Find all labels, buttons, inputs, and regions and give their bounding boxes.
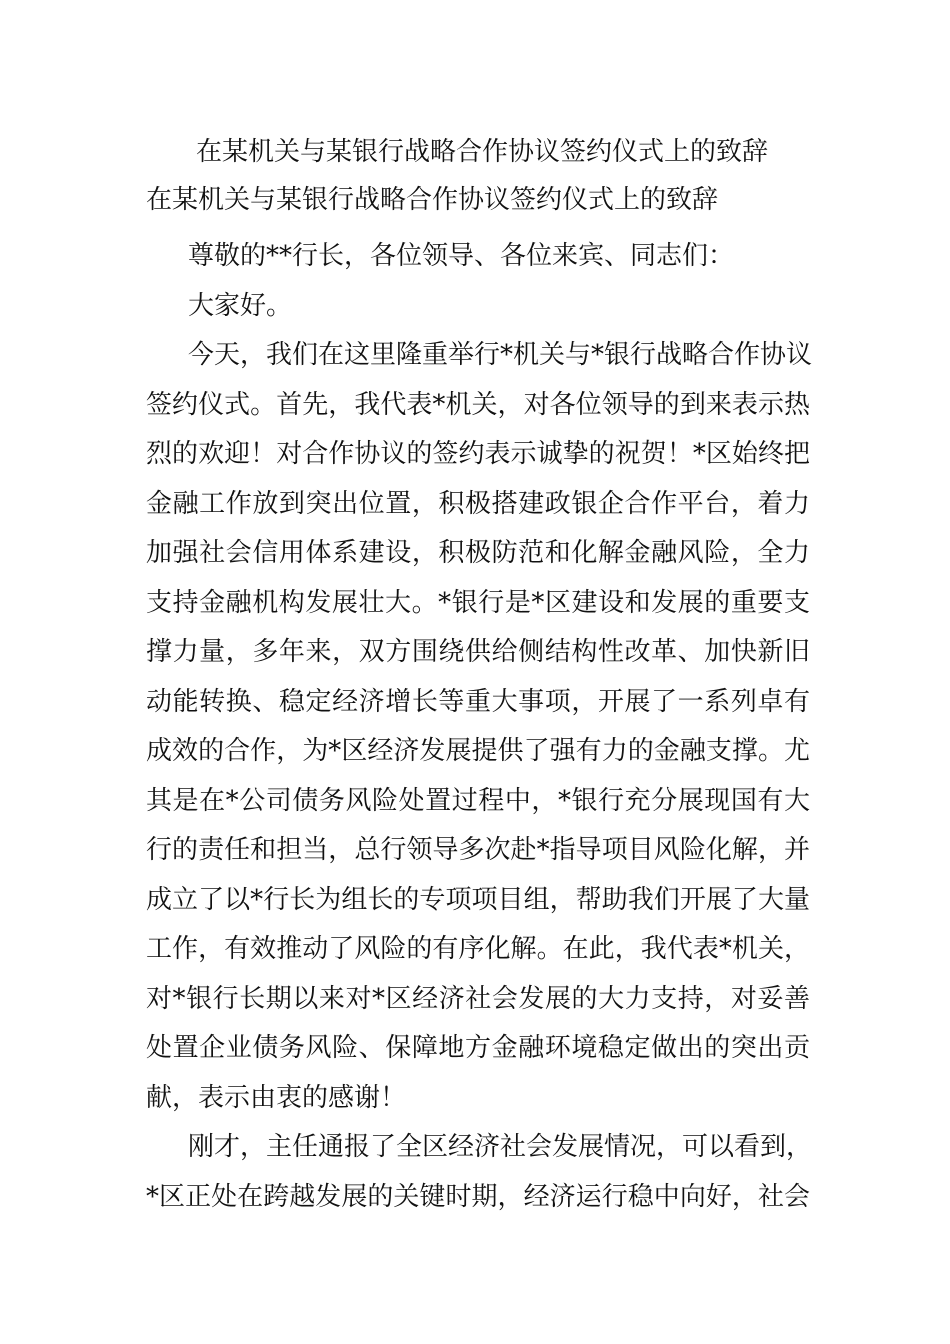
paragraph-line: 金融工作放到突出位置，积极搭建政银企合作平台，着力	[146, 488, 810, 519]
paragraph-line: 支持金融机构发展壮大。*银行是*区建设和发展的重要支	[146, 587, 810, 618]
paragraph-line: 签约仪式。首先，我代表*机关，对各位领导的到来表示热	[146, 389, 810, 420]
document-body	[146, 232, 813, 1222]
paragraph-2	[146, 1123, 813, 1222]
paragraph-line: 加强社会信用体系建设，积极防范和化解金融风险，全力	[146, 538, 810, 568]
document-subtitle: 在某机关与某银行战略合作协议签约仪式上的致辞	[146, 185, 719, 215]
salutation-line: 尊敬的**行长，各位领导、各位来宾、同志们：	[188, 241, 735, 271]
paragraph-line: 刚才，主任通报了全区经济社会发展情况，可以看到，	[188, 1132, 813, 1162]
paragraph-1	[146, 331, 813, 1123]
paragraph-line: 对*银行长期以来对*区经济社会发展的大力支持，对妥善	[146, 983, 810, 1014]
greeting	[146, 282, 810, 332]
paragraph-line: *区正处在跨越发展的关键时期，经济运行稳中向好，社会	[146, 1181, 810, 1212]
paragraph-line: 献，表示由衷的感谢！	[146, 1082, 407, 1113]
paragraph-line: 行的责任和担当，总行领导多次赴*指导项目风险化解，并	[146, 835, 810, 865]
paragraph-line: 撑力量，多年来，双方围绕供给侧结构性改革、加快新旧	[146, 637, 810, 667]
paragraph-line: 成立了以*行长为组长的专项项目组，帮助我们开展了大量	[146, 884, 810, 915]
paragraph-line: 动能转换、稳定经济增长等重大事项，开展了一系列卓有	[146, 686, 810, 717]
paragraph-line: 成效的合作，为*区经济发展提供了强有力的金融支撑。尤	[146, 736, 810, 766]
paragraph-line: 工作，有效推动了风险的有序化解。在此，我代表*机关，	[146, 934, 810, 964]
paragraph-line: 今天，我们在这里隆重举行*机关与*银行战略合作协议	[188, 340, 813, 370]
paragraph-line: 其是在*公司债务风险处置过程中，*银行充分展现国有大	[146, 785, 810, 816]
paragraph-line: 处置企业债务风险、保障地方金融环境稳定做出的突出贡	[146, 1033, 810, 1063]
greeting-line: 大家好。	[188, 290, 293, 321]
document-title: 在某机关与某银行战略合作协议签约仪式上的致辞	[196, 137, 769, 167]
paragraph-line: 烈的欢迎！对合作协议的签约表示诚挚的祝贺！*区始终把	[146, 439, 810, 469]
salutation	[146, 232, 810, 282]
